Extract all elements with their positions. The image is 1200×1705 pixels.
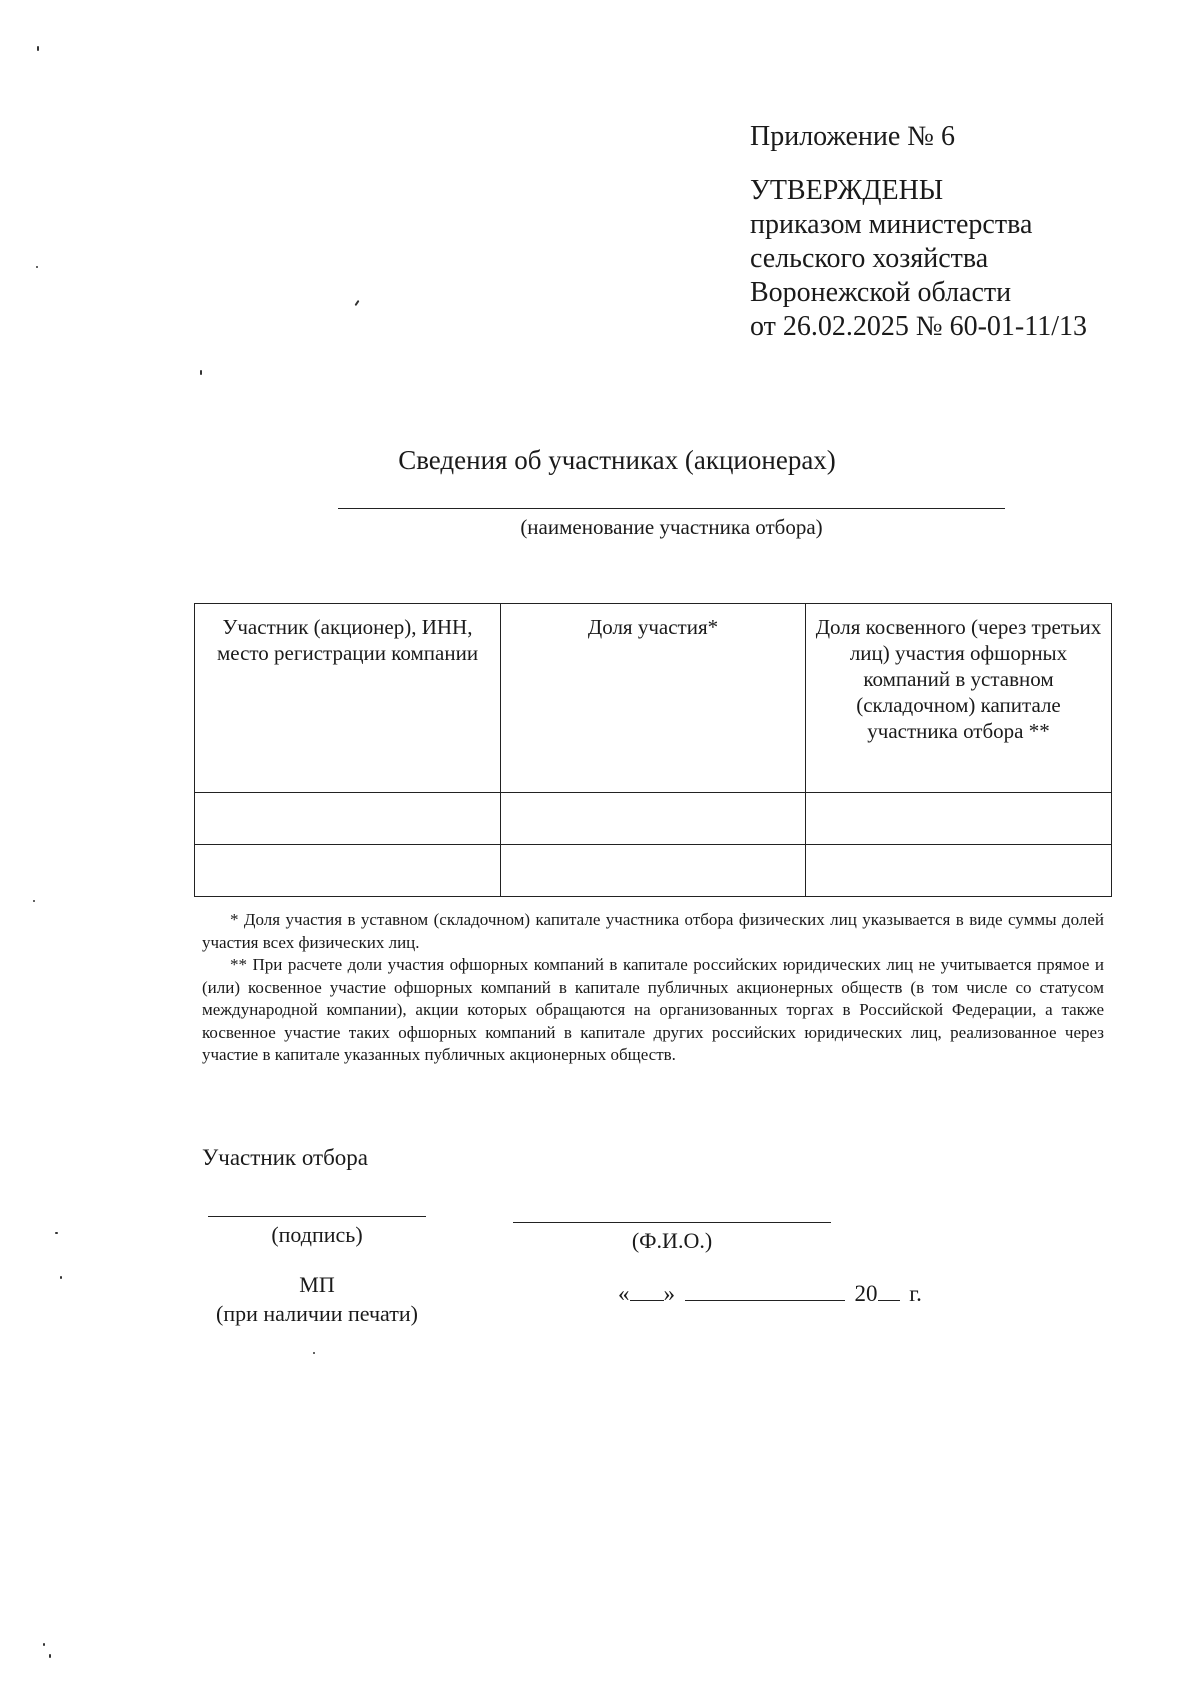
appendix-number: Приложение № 6 [750,121,955,152]
fio-line [513,1222,831,1223]
scan-speck [354,300,359,306]
scan-speck [36,266,38,268]
table-cell [501,793,806,845]
date-close-quote: » [663,1281,675,1306]
signature-caption: (подпись) [271,1222,363,1247]
participant-name-caption: (наименование участника отбора) [520,515,823,539]
scan-speck [313,1352,315,1354]
table-cell [195,793,501,845]
table-row [195,845,1112,897]
scan-speck [55,1232,58,1234]
approval-order-ref: от 26.02.2025 № 60-01-11/13 [750,311,1087,342]
scan-speck [200,370,202,375]
scan-speck [37,46,39,51]
table-cell [806,793,1112,845]
scan-speck [49,1654,51,1658]
table-header-row [195,604,1112,793]
footnote-1: * Доля участия в уставном (складочном) капитале участника отбора физических лиц указывается в виде суммы долей участия всех физических лиц. [202,910,1104,952]
approved-heading: УТВЕРЖДЕНЫ [750,175,944,206]
approval-line: приказом министерства [750,209,1033,240]
header-offshore-share: Доля косвенного (через третьих лиц) участия офшорных компаний в уставном (складочном) капитале участника отбора ** [806,604,1112,793]
year-blank [878,1276,900,1301]
table-cell [806,845,1112,897]
participant-label: Участник отбора [202,1145,369,1170]
stamp-label: МП [299,1272,335,1297]
page-title: Сведения об участниках (акционерах) [398,445,836,475]
year-prefix: 20 [854,1281,878,1306]
date-open-quote: « [618,1281,630,1306]
signature-line [208,1216,426,1217]
scan-speck [60,1276,62,1279]
table-cell [195,845,501,897]
header-participant: Участник (акционер), ИНН, место регистрации компании [195,604,501,793]
scan-speck [43,1643,45,1646]
stamp-note: (при наличии печати) [216,1301,418,1326]
shareholders-table [194,603,1112,897]
scan-speck [33,900,35,902]
year-suffix: г. [909,1281,922,1306]
footnotes [202,909,1104,1067]
date-field [618,1276,922,1307]
approval-block [750,120,1087,344]
approval-line: Воронежской области [750,277,1012,308]
day-blank [630,1276,664,1301]
table-row [195,793,1112,845]
header-share: Доля участия* [501,604,806,793]
approval-line: сельского хозяйства [750,243,989,274]
month-blank [685,1276,845,1301]
table-cell [501,845,806,897]
participant-name-line [338,508,1005,509]
fio-caption: (Ф.И.О.) [631,1228,713,1253]
footnote-2: ** При расчете доли участия офшорных компаний в капитале российских юридических лиц не учитывается прямое и (или) косвенное участие офшорных компаний в капитале публичных акционерных обществ (в том числе со статусом международной компании), акции которых обращаются на организованных торгах в Российской Федерации, а также косвенное участие таких офшорных компаний в капитале других российских юридических лиц, реализованное через участие в капитале указанных публичных акционерных обществ. [202,955,1104,1064]
